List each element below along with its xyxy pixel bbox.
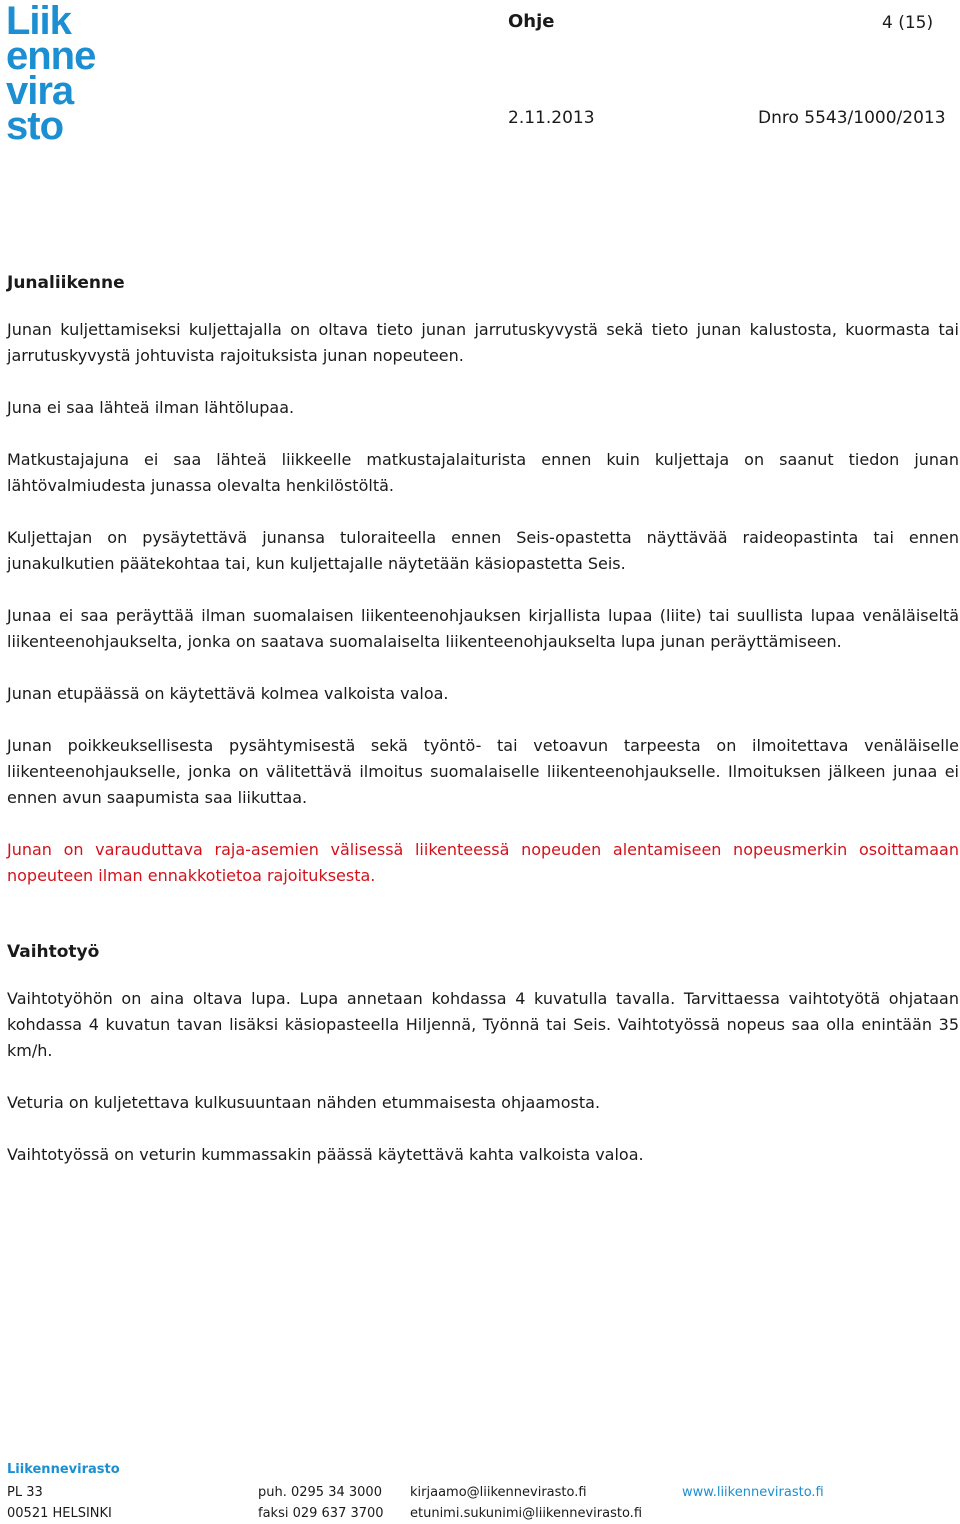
paragraph: Matkustajajuna ei saa lähteä liikkeelle matkustajalaiturista ennen kuin kuljettaja on saanut tiedon junan lähtövalmiudesta junassa olevalta henkilöstöltä. xyxy=(7,450,959,495)
footer-organization: Liikennevirasto xyxy=(7,1462,120,1477)
highlighted-paragraph: Junan on varauduttava raja-asemien välisessä liikenteessä nopeuden alentamiseen nopeusmerkin osoittamaan nopeuteen ilman ennakkotietoa rajoituksesta. xyxy=(7,840,959,885)
paragraph: Kuljettajan on pysäytettävä junansa tuloraiteella ennen Seis-opastetta näyttävää raideopastinta tai ennen junakulkutien päätekohtaa tai, kun kuljettajalle näytetään käsiopastetta Seis. xyxy=(7,528,959,573)
document-type: Ohje xyxy=(508,11,555,32)
footer-email-registry[interactable]: kirjaamo@liikennevirasto.fi xyxy=(410,1485,587,1500)
section-heading: Junaliikenne xyxy=(7,273,125,293)
paragraph: Junaa ei saa peräyttää ilman suomalaisen liikenteenohjauksen kirjallista lupaa (liite) tai suullista lupaa venäläiseltä liikenteenohjaukselta, jonka on saatava suomalaiselta liikenteenohjaukselta lupa junan peräyttämiseen. xyxy=(7,606,959,651)
footer-po-box: PL 33 xyxy=(7,1485,43,1500)
section-heading: Vaihtotyö xyxy=(7,942,100,962)
footer-row-2 xyxy=(7,1506,907,1524)
logo-line-3: vira xyxy=(6,69,74,113)
document-date: 2.11.2013 xyxy=(508,108,595,128)
footer-row-1 xyxy=(7,1485,907,1503)
liikennevirasto-logo xyxy=(6,0,136,148)
footer-website-link[interactable]: www.liikennevirasto.fi xyxy=(682,1485,824,1500)
paragraph: Vaihtotyössä on veturin kummassakin päässä käytettävä kahta valkoista valoa. xyxy=(7,1145,644,1164)
page-number: 4 (15) xyxy=(882,13,934,33)
paragraph: Junan kuljettamiseksi kuljettajalla on oltava tieto junan jarrutuskyvystä sekä tieto junan kalustosta, kuormasta tai jarrutuskyvystä johtuvista rajoituksista junan nopeuteen. xyxy=(7,320,959,365)
document-reference: Dnro 5543/1000/2013 xyxy=(758,108,946,128)
paragraph: Vaihtotyöhön on aina oltava lupa. Lupa annetaan kohdassa 4 kuvatulla tavalla. Tarvittaessa vaihtotyötä ohjataan kohdassa 4 kuvatun tavan lisäksi käsiopasteella Hiljennä, Työnnä tai Seis. Vaihtotyössä nopeus saa olla enintään 35 km/h. xyxy=(7,989,959,1060)
section-junaliikenne xyxy=(7,270,959,889)
logo-line-2: enne xyxy=(6,34,96,78)
logo-line-4: sto xyxy=(6,104,63,148)
footer-postal-address: 00521 HELSINKI xyxy=(7,1506,112,1521)
paragraph: Junan poikkeuksellisesta pysähtymisestä sekä työntö- tai vetoavun tarpeesta on ilmoitettava venäläiselle liikenteenohjaukselle, jonka on välitettävä ilmoitus suomalaiselle liikenteenohjaukselle. Ilmoituksen jälkeen junaa ei ennen avun saapumista saa liikuttaa. xyxy=(7,736,959,807)
paragraph: Juna ei saa lähteä ilman lähtölupaa. xyxy=(7,398,295,417)
document-body xyxy=(7,270,959,1194)
footer-fax: faksi 029 637 3700 xyxy=(258,1506,384,1521)
section-spacer xyxy=(7,915,959,939)
section-vaihtotyo xyxy=(7,939,959,1168)
paragraph: Junan etupäässä on käytettävä kolmea valkoista valoa. xyxy=(7,684,449,703)
footer-email-personal[interactable]: etunimi.sukunimi@liikennevirasto.fi xyxy=(410,1506,643,1521)
footer-phone: puh. 0295 34 3000 xyxy=(258,1485,382,1500)
paragraph: Veturia on kuljetettava kulkusuuntaan nähden etummaisesta ohjaamosta. xyxy=(7,1093,601,1112)
logo-line-1: Liik xyxy=(6,0,71,43)
